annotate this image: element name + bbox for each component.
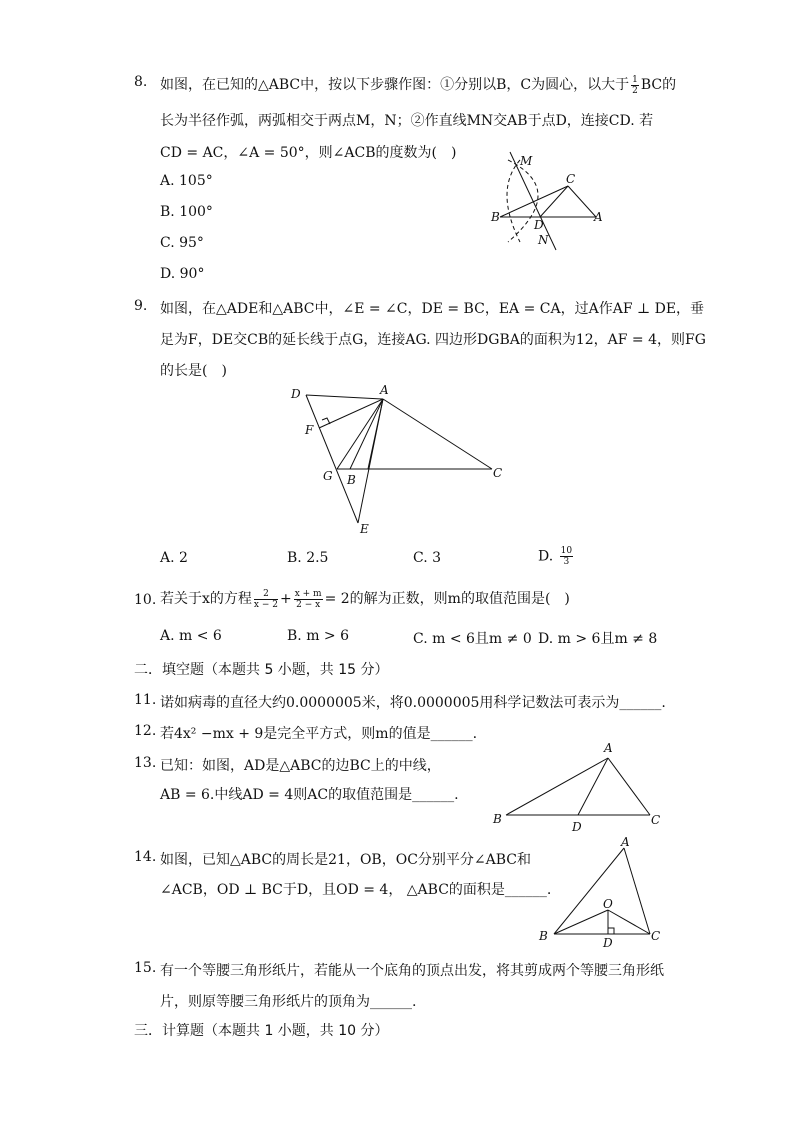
q8-number: 8. [134,74,148,90]
q9-option-d[interactable] [538,546,575,567]
q8-line1-text-b: BC的 [640,77,677,93]
q9-label-c: C [493,466,503,480]
q9-side-ac [383,399,492,469]
section-calculation-heading: 三．计算题（本题共 1 小题，共 10 分） [134,1023,389,1039]
q9-option-d-label: D. [538,548,554,565]
q10-number: 10. [134,592,157,608]
q8-frac-den: 2 [632,85,638,96]
q8-line1-text-a: 如图，在已知的△ABC中，按以下步骤作图：①分别以B，C为圆心，以大于 [160,77,630,93]
q14-label-o: O [603,897,613,911]
q10-fraction-2 [294,589,323,610]
q8-line3: CD = AC，∠A = 50°，则∠ACB的度数为( ) [160,145,457,161]
q13-label-a: A [604,741,613,755]
q9-option-d-fraction [560,546,573,567]
q13-label-d: D [572,820,582,834]
q14-side-ba [554,848,624,934]
q8-label-b: B [491,210,500,224]
q14-bisector-bo [554,910,608,934]
q10-frac1-num: 2 [254,589,278,600]
q9-option-c[interactable]: C. 3 [413,550,442,566]
q8-segment-cd [540,186,568,217]
q8-label-m: M [520,154,533,168]
q8-label-n: N [538,233,549,247]
q10-line [160,588,570,610]
q8-label-d: D [534,218,544,232]
q8-option-b[interactable]: B. 100° [160,204,213,220]
q13-label-b: B [493,812,502,826]
q9-line1: 如图，在△ADE和△ABC中，∠E = ∠C，DE = BC，EA = CA，过A作AF ⊥ DE，垂 [160,301,705,317]
q12-number: 12. [134,723,157,739]
section-fill-in-heading: 二．填空题（本题共 5 小题，共 15 分） [134,662,389,678]
q10-plus: + [279,591,292,607]
q14-label-b: B [539,929,548,943]
q9-label-a: A [380,383,389,397]
q8-option-d[interactable]: D. 90° [160,266,205,282]
q14-line2: ∠ACB，OD ⊥ BC于D，且OD = 4， △ABC的面积是______. [160,882,552,898]
q9-segment-ab [350,399,383,469]
q9-label-e: E [360,522,369,536]
q10-frac2-num: x + m [294,588,322,599]
q8-label-a: A [594,210,603,224]
q14-right-angle-mark [608,928,614,934]
q9-line2: 足为F，DE交CB的延长线于点G，连接AG. 四边形DGBA的面积为12，AF = 4，则FG [160,332,706,348]
q13-figure [488,738,668,836]
q11-text: 诺如病毒的直径大约0.0000005米，将0.0000005用科学记数法可表示为______. [160,695,666,711]
q9-side-da [306,395,383,399]
q9-label-b: B [347,473,356,487]
q11-number: 11. [134,692,157,708]
q15-number: 15. [134,960,157,976]
q10-option-d[interactable]: D. m > 6且m ≠ 8 [538,631,658,647]
q10-fraction-1 [254,589,278,610]
q14-line1: 如图，已知△ABC的周长是21，OB，OC分别平分∠ABC和 [160,852,532,868]
q8-label-c: C [566,172,576,186]
q10-option-c[interactable]: C. m < 6且m ≠ 0 [413,631,532,647]
q10-text-a: 若关于x的方程 [160,591,252,607]
q8-line1 [160,74,676,96]
q13-line1: 已知：如图，AD是△ABC的边BC上的中线， [160,758,441,774]
q9-segment-a-bc [368,399,383,469]
q10-option-a[interactable]: A. m < 6 [160,628,222,644]
q13-label-c: C [651,813,661,827]
q9-option-d-den: 3 [563,557,570,567]
q8-fraction [631,75,639,96]
q14-number: 14. [134,849,157,865]
q8-side-ca [568,186,596,217]
q9-option-b[interactable]: B. 2.5 [287,550,329,566]
q8-figure [488,150,612,250]
q13-line2: AB = 6.中线AD = 4则AC的取值范围是______. [160,787,459,803]
q8-side-bc [500,186,568,217]
q9-label-d: D [291,387,301,401]
q10-frac2-den: 2 − x [296,599,321,610]
q8-arc-left [507,160,520,242]
q14-label-d: D [603,936,613,950]
q12-text: 若4x² −mx + 9是完全平方式，则m的值是______. [160,726,478,742]
q13-number: 13. [134,755,157,771]
q13-side-ac [608,758,650,815]
q8-frac-num: 1 [632,74,638,85]
q15-line1: 有一个等腰三角形纸片，若能从一个底角的顶点出发，将其剪成两个等腰三角形纸 [160,963,664,979]
q14-figure [536,836,666,950]
q14-label-c: C [651,929,661,943]
q8-option-c[interactable]: C. 95° [160,235,204,251]
q9-label-g: G [323,469,333,483]
q9-option-d-num: 10 [560,546,573,556]
q10-frac1-den: x − 2 [253,599,278,610]
q9-line3: 的长是( ) [160,363,227,379]
q9-number: 9. [134,298,148,314]
q8-option-a[interactable]: A. 105° [160,173,213,189]
q9-figure [286,382,516,538]
q14-label-a: A [621,835,630,849]
q15-line2: 片，则原等腰三角形纸片的顶角为______. [160,994,417,1010]
q9-option-a[interactable]: A. 2 [160,550,188,566]
q9-label-f: F [305,423,314,437]
q10-option-b[interactable]: B. m > 6 [287,628,350,644]
q10-text-b: = 2的解为正数，则m的取值范围是( ) [324,591,570,607]
q8-line2: 长为半径作弧，两弧相交于两点M，N；②作直线MN交AB于点D，连接CD. 若 [160,113,654,129]
